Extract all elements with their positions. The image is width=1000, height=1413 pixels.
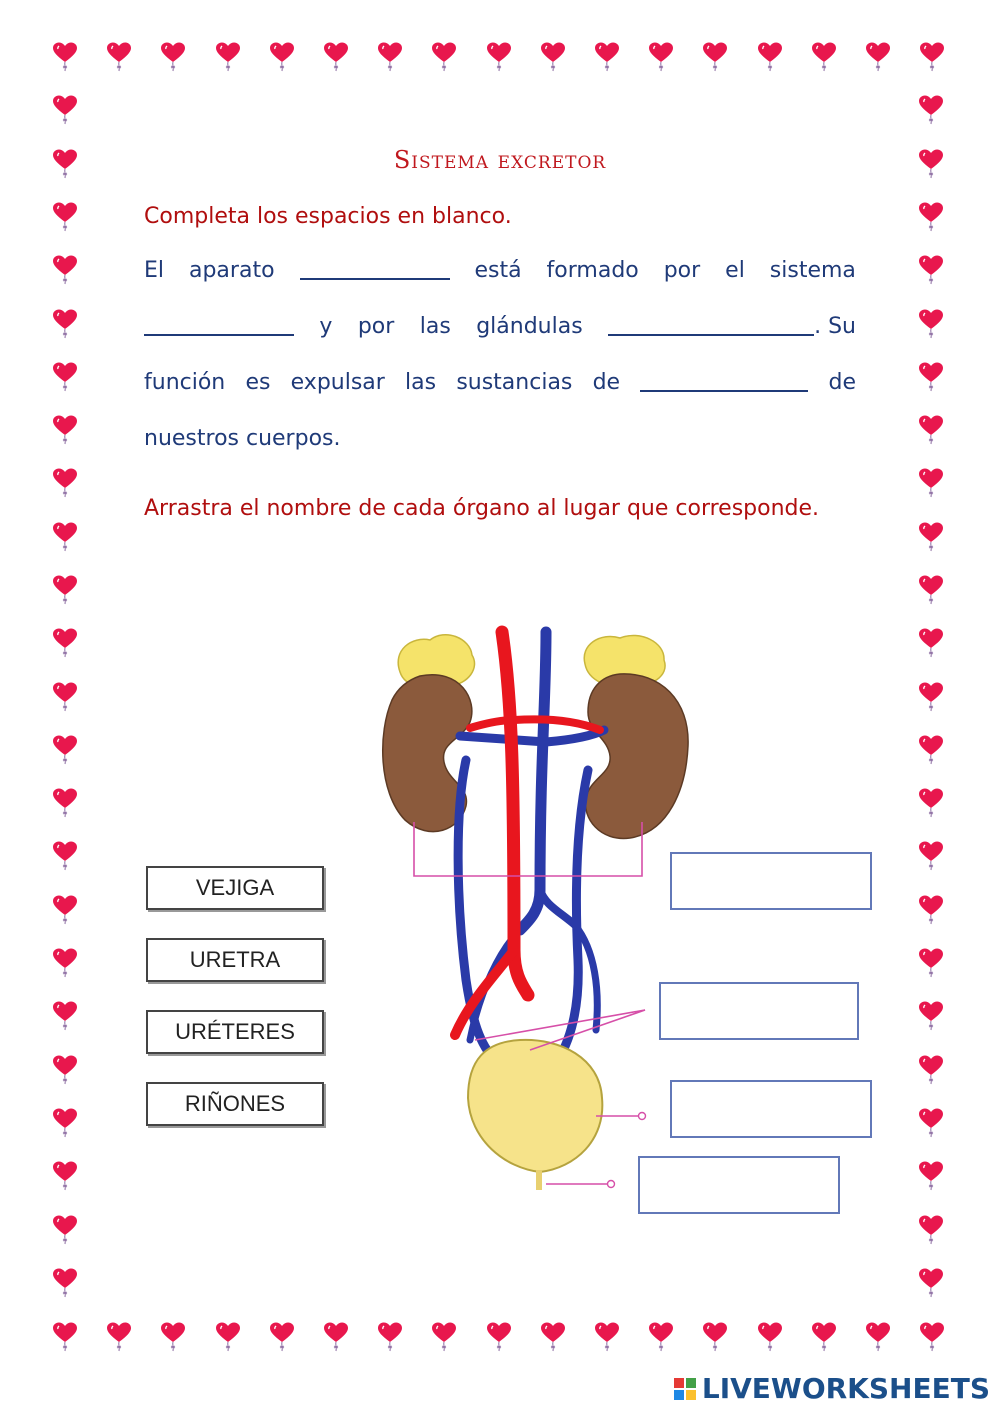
bladder: [468, 1040, 602, 1172]
word: y: [319, 314, 333, 339]
logo-text: LIVEWORKSHEETS: [701, 1372, 990, 1405]
word: sustancias: [456, 370, 573, 395]
logo-mark-icon: [674, 1378, 696, 1400]
organ-label-rinones[interactable]: RIÑONES: [146, 1082, 324, 1126]
vena-cava: [520, 632, 546, 930]
word: nuestros cuerpos.: [144, 426, 341, 451]
word: expulsar: [290, 370, 385, 395]
word: aparato: [188, 258, 275, 283]
right-kidney: [585, 674, 688, 839]
drop-box-urethra[interactable]: [638, 1156, 840, 1214]
word: de: [828, 370, 856, 395]
organ-label-uretra[interactable]: URETRA: [146, 938, 324, 982]
word: de: [592, 370, 621, 395]
page-title: Sistema excretor: [393, 146, 607, 174]
word: está: [474, 258, 522, 283]
instruction-drag: Arrastra el nombre de cada órgano al lugar que corresponde.: [144, 496, 820, 521]
organ-label-ureteres[interactable]: URÉTERES: [146, 1010, 324, 1054]
liveworksheets-logo: [674, 1372, 990, 1405]
drop-box-kidneys[interactable]: [670, 852, 872, 910]
right-renal-artery: [514, 719, 600, 730]
organ-label-vejiga[interactable]: VEJIGA: [146, 866, 324, 910]
word: función: [144, 370, 226, 395]
word: por: [357, 314, 395, 339]
word: . Su: [814, 314, 856, 339]
instruction-fill-blanks: Completa los espacios en blanco.: [144, 204, 512, 229]
aorta: [502, 632, 528, 995]
word: el: [725, 258, 745, 283]
word: sistema: [769, 258, 856, 283]
drop-box-bladder[interactable]: [670, 1080, 872, 1138]
word: por: [663, 258, 701, 283]
left-renal-vein: [460, 736, 546, 742]
word: glándulas: [476, 314, 583, 339]
word: formado: [546, 258, 639, 283]
urethra: [536, 1170, 542, 1190]
word: El: [144, 258, 165, 283]
pointer-ureters: [475, 1010, 645, 1040]
word: las: [419, 314, 451, 339]
word: es: [245, 370, 271, 395]
word: las: [405, 370, 437, 395]
drop-box-ureters[interactable]: [659, 982, 859, 1040]
